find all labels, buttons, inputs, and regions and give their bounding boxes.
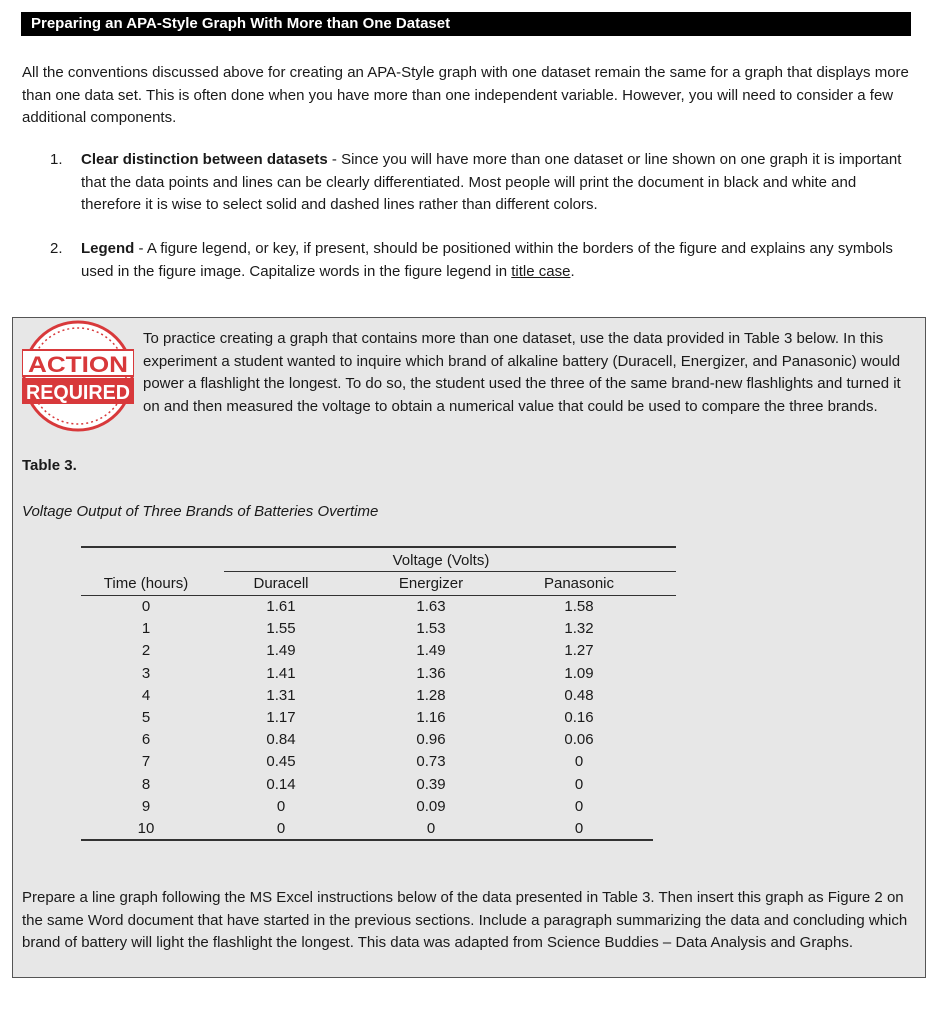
cell-energizer: 1.36: [416, 664, 446, 682]
cell-duracell: 1.61: [266, 598, 296, 615]
cell-energizer: 1.49: [416, 642, 446, 660]
column-header-energizer: Energizer: [398, 575, 464, 592]
list-term: Clear distinction between datasets: [81, 151, 328, 168]
list-number: 2.: [50, 240, 63, 257]
cell-energizer: 0: [426, 820, 436, 837]
cell-duracell: 0: [276, 820, 286, 837]
cell-energizer: 1.53: [416, 620, 446, 638]
cell-time: 6: [141, 731, 151, 749]
column-header-panasonic: Panasonic: [543, 575, 615, 592]
cell-panasonic: 0.16: [564, 709, 594, 726]
cell-duracell: 1.17: [266, 709, 296, 726]
action-instructions: To practice creating a graph that contains more than one dataset, use the data provided in Table 3 below. In this experiment a student wanted to inquire which brand of alkaline battery (Duracell, Energizer, and Panasonic) would power a flashlight the longest. To do so, the student used the three of the same brand-new flashlights and turned it on and then measured the voltage to obtain a numerical value that could be used to compare the three brands.: [143, 330, 901, 415]
section-header-bar: [21, 12, 911, 36]
graph-instructions: Prepare a line graph following the MS Excel instructions below of the data presented in Table 3. Then insert this graph as Figure 2 on the same Word document that have started in the previous sections. Include a paragraph summarizing the data and concluding which brand of battery will light the flashlight the longest. This data was adapted from Science Buddies – Data Analysis and Graphs.: [22, 889, 908, 951]
column-header-duracell: Duracell: [253, 575, 309, 592]
table-title: Voltage Output of Three Brands of Batteries Overtime: [22, 503, 379, 520]
cell-panasonic: 0: [574, 797, 584, 815]
cell-energizer: 0.09: [416, 797, 446, 815]
list-text: - Since you will have more than one dataset or line shown on one graph it is important that the data points and lines can be clearly differentiated. Most people will print the document in black and white and therefore it is wise to select solid and dashed lines rather than different colors.: [81, 151, 902, 213]
cell-duracell: 0.14: [266, 775, 296, 793]
group-header-rule: [224, 571, 676, 572]
cell-duracell: 0.45: [266, 753, 296, 771]
cell-panasonic: 1.58: [564, 598, 594, 615]
cell-duracell: 1.49: [266, 642, 296, 660]
cell-panasonic: 0: [574, 775, 584, 793]
cell-panasonic: 1.09: [564, 664, 594, 682]
list-number: 1.: [50, 151, 63, 168]
column-header-time: Time (hours): [103, 575, 189, 592]
cell-energizer: 1.28: [416, 686, 446, 704]
intro-paragraph: All the conventions discussed above for creating an APA-Style graph with one dataset remain the same for a graph that displays more than one data set. This is often done when you have more than one independent variable. However, you will need to consider a few additional components.: [22, 64, 909, 126]
action-required-badge-icon: [22, 320, 134, 432]
list-text: - A figure legend, or key, if present, should be positioned within the borders of the figure and explains any symbols used in the figure image. Capitalize words in the figure legend in: [81, 240, 893, 280]
cell-duracell: 1.55: [266, 620, 296, 638]
cell-energizer: 0.73: [416, 753, 446, 771]
cell-energizer: 0.39: [416, 775, 446, 793]
cell-panasonic: 0: [574, 753, 584, 771]
voltage-table: [81, 546, 676, 846]
cell-duracell: 0.84: [266, 731, 296, 749]
cell-panasonic: 1.27: [564, 642, 594, 660]
cell-time: 9: [141, 797, 151, 815]
cell-time: 3: [141, 664, 151, 682]
badge-text-bottom: REQUIRED: [26, 382, 130, 404]
cell-energizer: 1.16: [416, 709, 446, 726]
section-title: Preparing an APA-Style Graph With More than One Dataset: [31, 15, 451, 32]
cell-energizer: 1.63: [416, 598, 446, 615]
cell-time: 10: [137, 820, 155, 837]
list-item-legend: [50, 238, 910, 283]
table-label: Table 3.: [22, 457, 77, 474]
cell-panasonic: 0.48: [564, 686, 594, 704]
cell-time: 4: [141, 686, 151, 704]
group-header: Voltage (Volts): [392, 552, 490, 569]
cell-panasonic: 0: [574, 820, 584, 837]
badge-text-top: ACTION: [28, 352, 128, 377]
cell-time: 7: [141, 753, 151, 771]
column-header-rule: [81, 595, 676, 596]
cell-time: 5: [141, 709, 151, 726]
cell-panasonic: 0.06: [564, 731, 594, 749]
list-term: Legend: [81, 240, 135, 257]
title-case-link[interactable]: title case: [511, 262, 571, 280]
cell-time: 8: [141, 775, 151, 793]
cell-time: 1: [141, 620, 151, 638]
list-item-datasets: [50, 149, 910, 217]
list-text-end: .: [570, 262, 575, 280]
table-bottom-rule: [81, 839, 653, 841]
cell-time: 0: [141, 598, 151, 615]
cell-duracell: 1.31: [266, 686, 296, 704]
table-top-rule: [81, 546, 676, 548]
cell-panasonic: 1.32: [564, 620, 594, 638]
cell-energizer: 0.96: [416, 731, 446, 749]
cell-duracell: 1.41: [266, 664, 296, 682]
cell-time: 2: [141, 642, 151, 660]
cell-duracell: 0: [276, 797, 286, 815]
